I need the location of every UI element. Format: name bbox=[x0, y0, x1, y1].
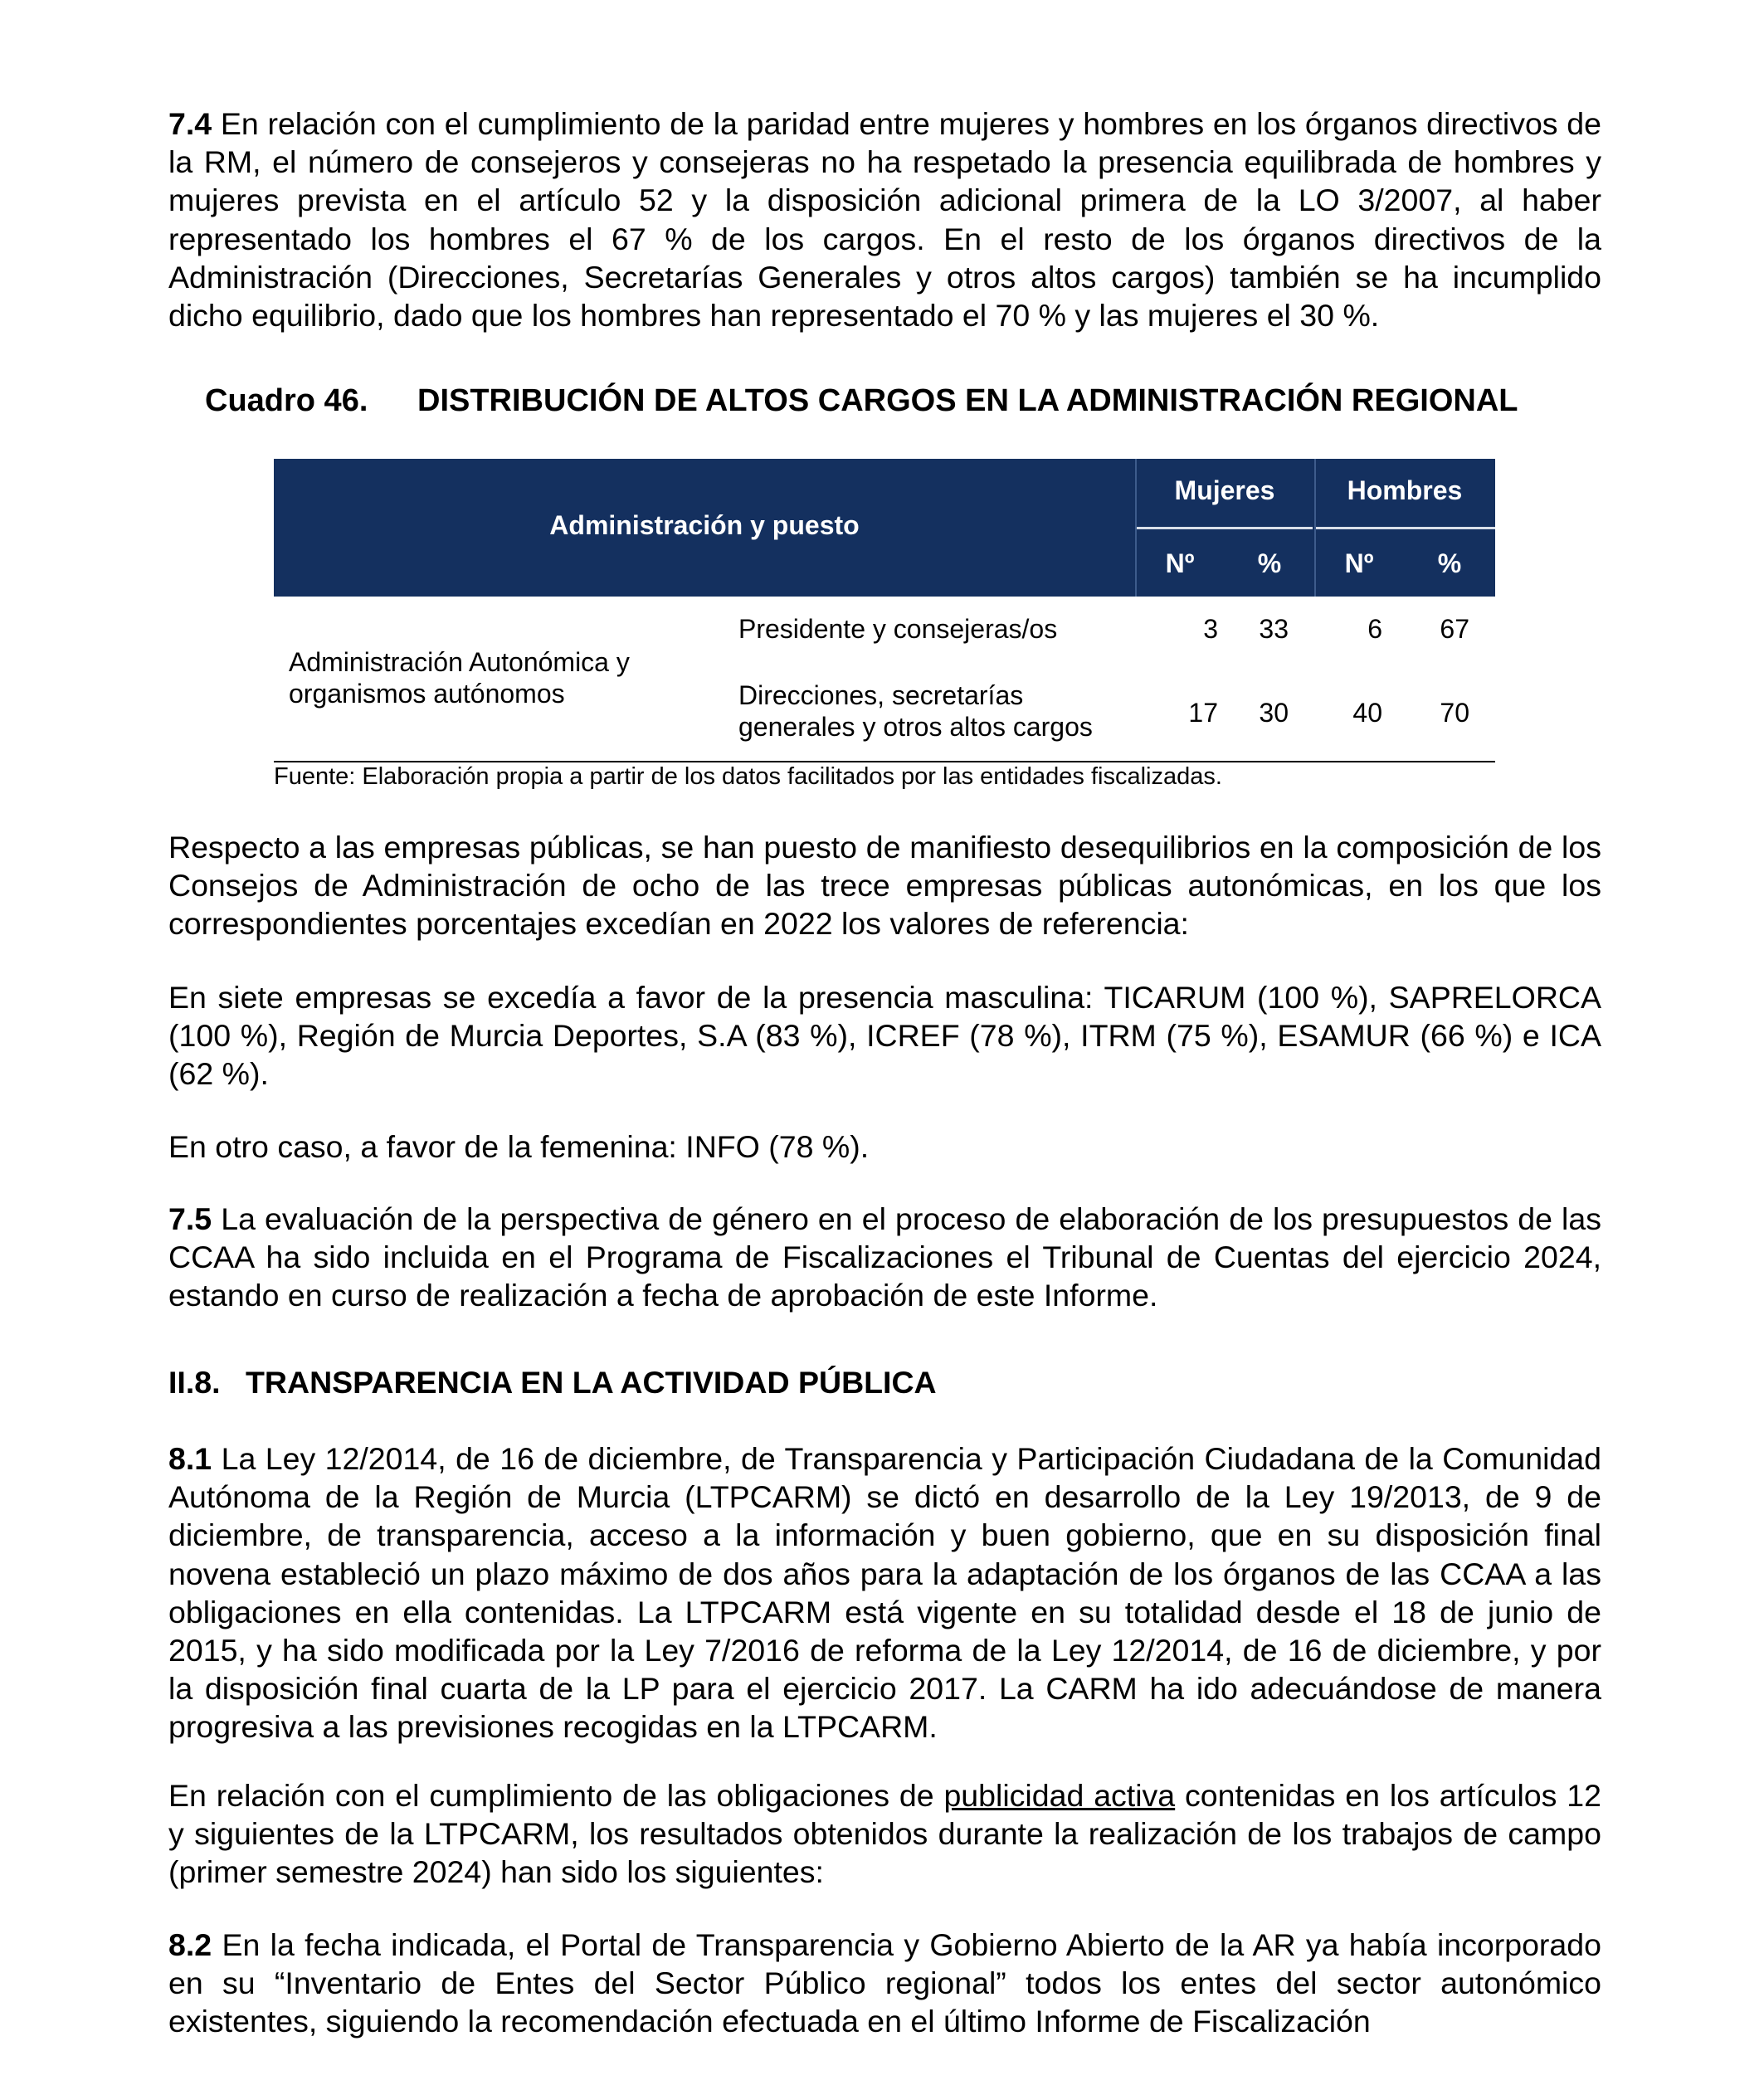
row-mujeres-n: 17 bbox=[1188, 698, 1218, 728]
paragraph-otro-caso: En otro caso, a favor de la femenina: INFO (78 %). bbox=[168, 1129, 870, 1164]
paragraph-7-5 bbox=[168, 1200, 1601, 1315]
row-puesto: Presidente y consejeras/os bbox=[738, 614, 1058, 644]
table-bottom-rule bbox=[274, 761, 1495, 762]
header-hombres-n: Nº bbox=[1344, 548, 1374, 578]
paragraph-text: En la fecha indicada, el Portal de Transparencia y Gobierno Abierto de la AR ya había incorporado en su “Inventario de Entes del Sector Público regional” todos los entes del sector autonómico existentes, siguiendo la recomendación efectuada en el último Informe de Fiscalización bbox=[168, 1927, 1601, 2039]
section-title: TRANSPARENCIA EN LA ACTIVIDAD PÚBLICA bbox=[246, 1365, 937, 1400]
row-mujeres-pct: 33 bbox=[1259, 614, 1289, 644]
paragraph-text: En relación con el cumplimiento de las obligaciones de bbox=[168, 1778, 944, 1813]
row-mujeres-n: 3 bbox=[1203, 614, 1218, 644]
row-puesto-line: Direcciones, secretarías bbox=[738, 680, 1024, 710]
header-admin-puesto: Administración y puesto bbox=[549, 510, 860, 540]
row-hombres-n: 6 bbox=[1367, 614, 1382, 644]
paragraph-number: 7.5 bbox=[168, 1201, 212, 1236]
paragraph-text: En relación con el cumplimiento de la paridad entre mujeres y hombres en los órganos directivos de la RM, el número de consejeros y consejeras no ha respetado la presencia equilibrada de hombres y mujeres prevista en el artículo 52 y la disposición adicional primera de la LO 3/2007, al haber representado los hombres el 67 % de los cargos. En el resto de los órganos directivos de la Administración (Direcciones, Secretarías Generales y otros altos cargos) también se ha incumplido dicho equilibrio, dado que los hombres han representado el 70 % y las mujeres el 30 %. bbox=[168, 106, 1601, 334]
paragraph-7-4 bbox=[168, 105, 1601, 334]
paragraph-text: La Ley 12/2014, de 16 de diciembre, de Transparencia y Participación Ciudadana de la Comunidad Autónoma de la Región de Murcia (LTPCARM) se dictó en desarrollo de la Ley 19/2013, de 9 de diciembre, de transparencia, acceso a la información y buen gobierno, que en su disposición final novena estableció un plazo máximo de dos años para la adaptación de los órganos de las CCAA a las obligaciones en ella contenidas. La LTPCARM está vigente en su totalidad desde el 18 de junio de 2015, y ha sido modificada por la Ley 7/2016 de reforma de la Ley 12/2014, de 16 de diciembre, y por la disposición final cuarta de la LP para el ejercicio 2017. La CARM ha ido adecuándose de manera progresiva a las previsiones recogidas en la LTPCARM. bbox=[168, 1441, 1601, 1745]
section-heading bbox=[168, 1365, 937, 1400]
row-puesto-line: generales y otros altos cargos bbox=[738, 712, 1093, 742]
row-mujeres-pct: 30 bbox=[1259, 698, 1289, 728]
header-hombres-pct: % bbox=[1437, 548, 1462, 578]
paragraph-text: contenidas en los artículos 12 y siguientes de la LTPCARM, los resultados obtenidos durante la realización de los trabajos de campo (primer semestre 2024) han sido los siguientes: bbox=[168, 1778, 1601, 1890]
paragraph-number: 8.2 bbox=[168, 1927, 212, 1962]
header-underline bbox=[1316, 527, 1495, 529]
row-puesto bbox=[738, 679, 1093, 743]
group-label-line: Administración Autonómica y bbox=[289, 647, 630, 677]
row-hombres-pct: 67 bbox=[1440, 614, 1469, 644]
table-source: Fuente: Elaboración propia a partir de los datos facilitados por las entidades fiscalizadas. bbox=[274, 763, 1222, 790]
publicidad-activa-term: publicidad activa bbox=[943, 1778, 1176, 1813]
table-body bbox=[274, 597, 1495, 761]
group-label bbox=[289, 646, 630, 709]
header-mujeres: Mujeres bbox=[1174, 475, 1275, 505]
paragraph-siete-empresas: En siete empresas se excedía a favor de la presencia masculina: TICARUM (100 %), SAPRELORCA (100 %), Región de Murcia Deportes, S.A (83 %), ICREF (78 %), ITRM (75 %), ESAMUR (66 %) e ICA (62 %). bbox=[168, 980, 1601, 1092]
header-mujeres-n: Nº bbox=[1165, 548, 1195, 578]
caption-title: DISTRIBUCIÓN DE ALTOS CARGOS EN LA ADMINISTRACIÓN REGIONAL bbox=[417, 383, 1518, 418]
paragraph-publicidad-activa bbox=[168, 1776, 1601, 1892]
paragraph-8-2 bbox=[168, 1926, 1601, 2041]
paragraph-number: 8.1 bbox=[168, 1441, 212, 1476]
paragraph-empresas: Respecto a las empresas públicas, se han puesto de manifiesto desequilibrios en la composición de los Consejos de Administración de ocho de las trece empresas públicas autonómicas, en los que los correspondientes porcentajes excedían en 2022 los valores de referencia: bbox=[168, 830, 1601, 942]
paragraph-number: 7.4 bbox=[168, 106, 212, 141]
section-number: II.8. bbox=[168, 1365, 221, 1400]
row-hombres-pct: 70 bbox=[1440, 698, 1469, 728]
paragraph-8-1 bbox=[168, 1439, 1601, 1746]
paragraph-text: La evaluación de la perspectiva de género en el proceso de elaboración de los presupuestos de las CCAA ha sido incluida en el Programa de Fiscalizaciones el Tribunal de Cuentas del ejercicio 2024, estando en curso de realización a fecha de aprobación de este Informe. bbox=[168, 1201, 1601, 1313]
group-label-line: organismos autónomos bbox=[289, 679, 565, 709]
table-header bbox=[274, 459, 1495, 597]
row-hombres-n: 40 bbox=[1352, 698, 1382, 728]
header-hombres: Hombres bbox=[1347, 475, 1463, 505]
header-underline bbox=[1137, 527, 1313, 529]
caption-number: Cuadro 46. bbox=[205, 383, 368, 418]
header-mujeres-pct: % bbox=[1257, 548, 1282, 578]
table-caption bbox=[205, 383, 1518, 419]
